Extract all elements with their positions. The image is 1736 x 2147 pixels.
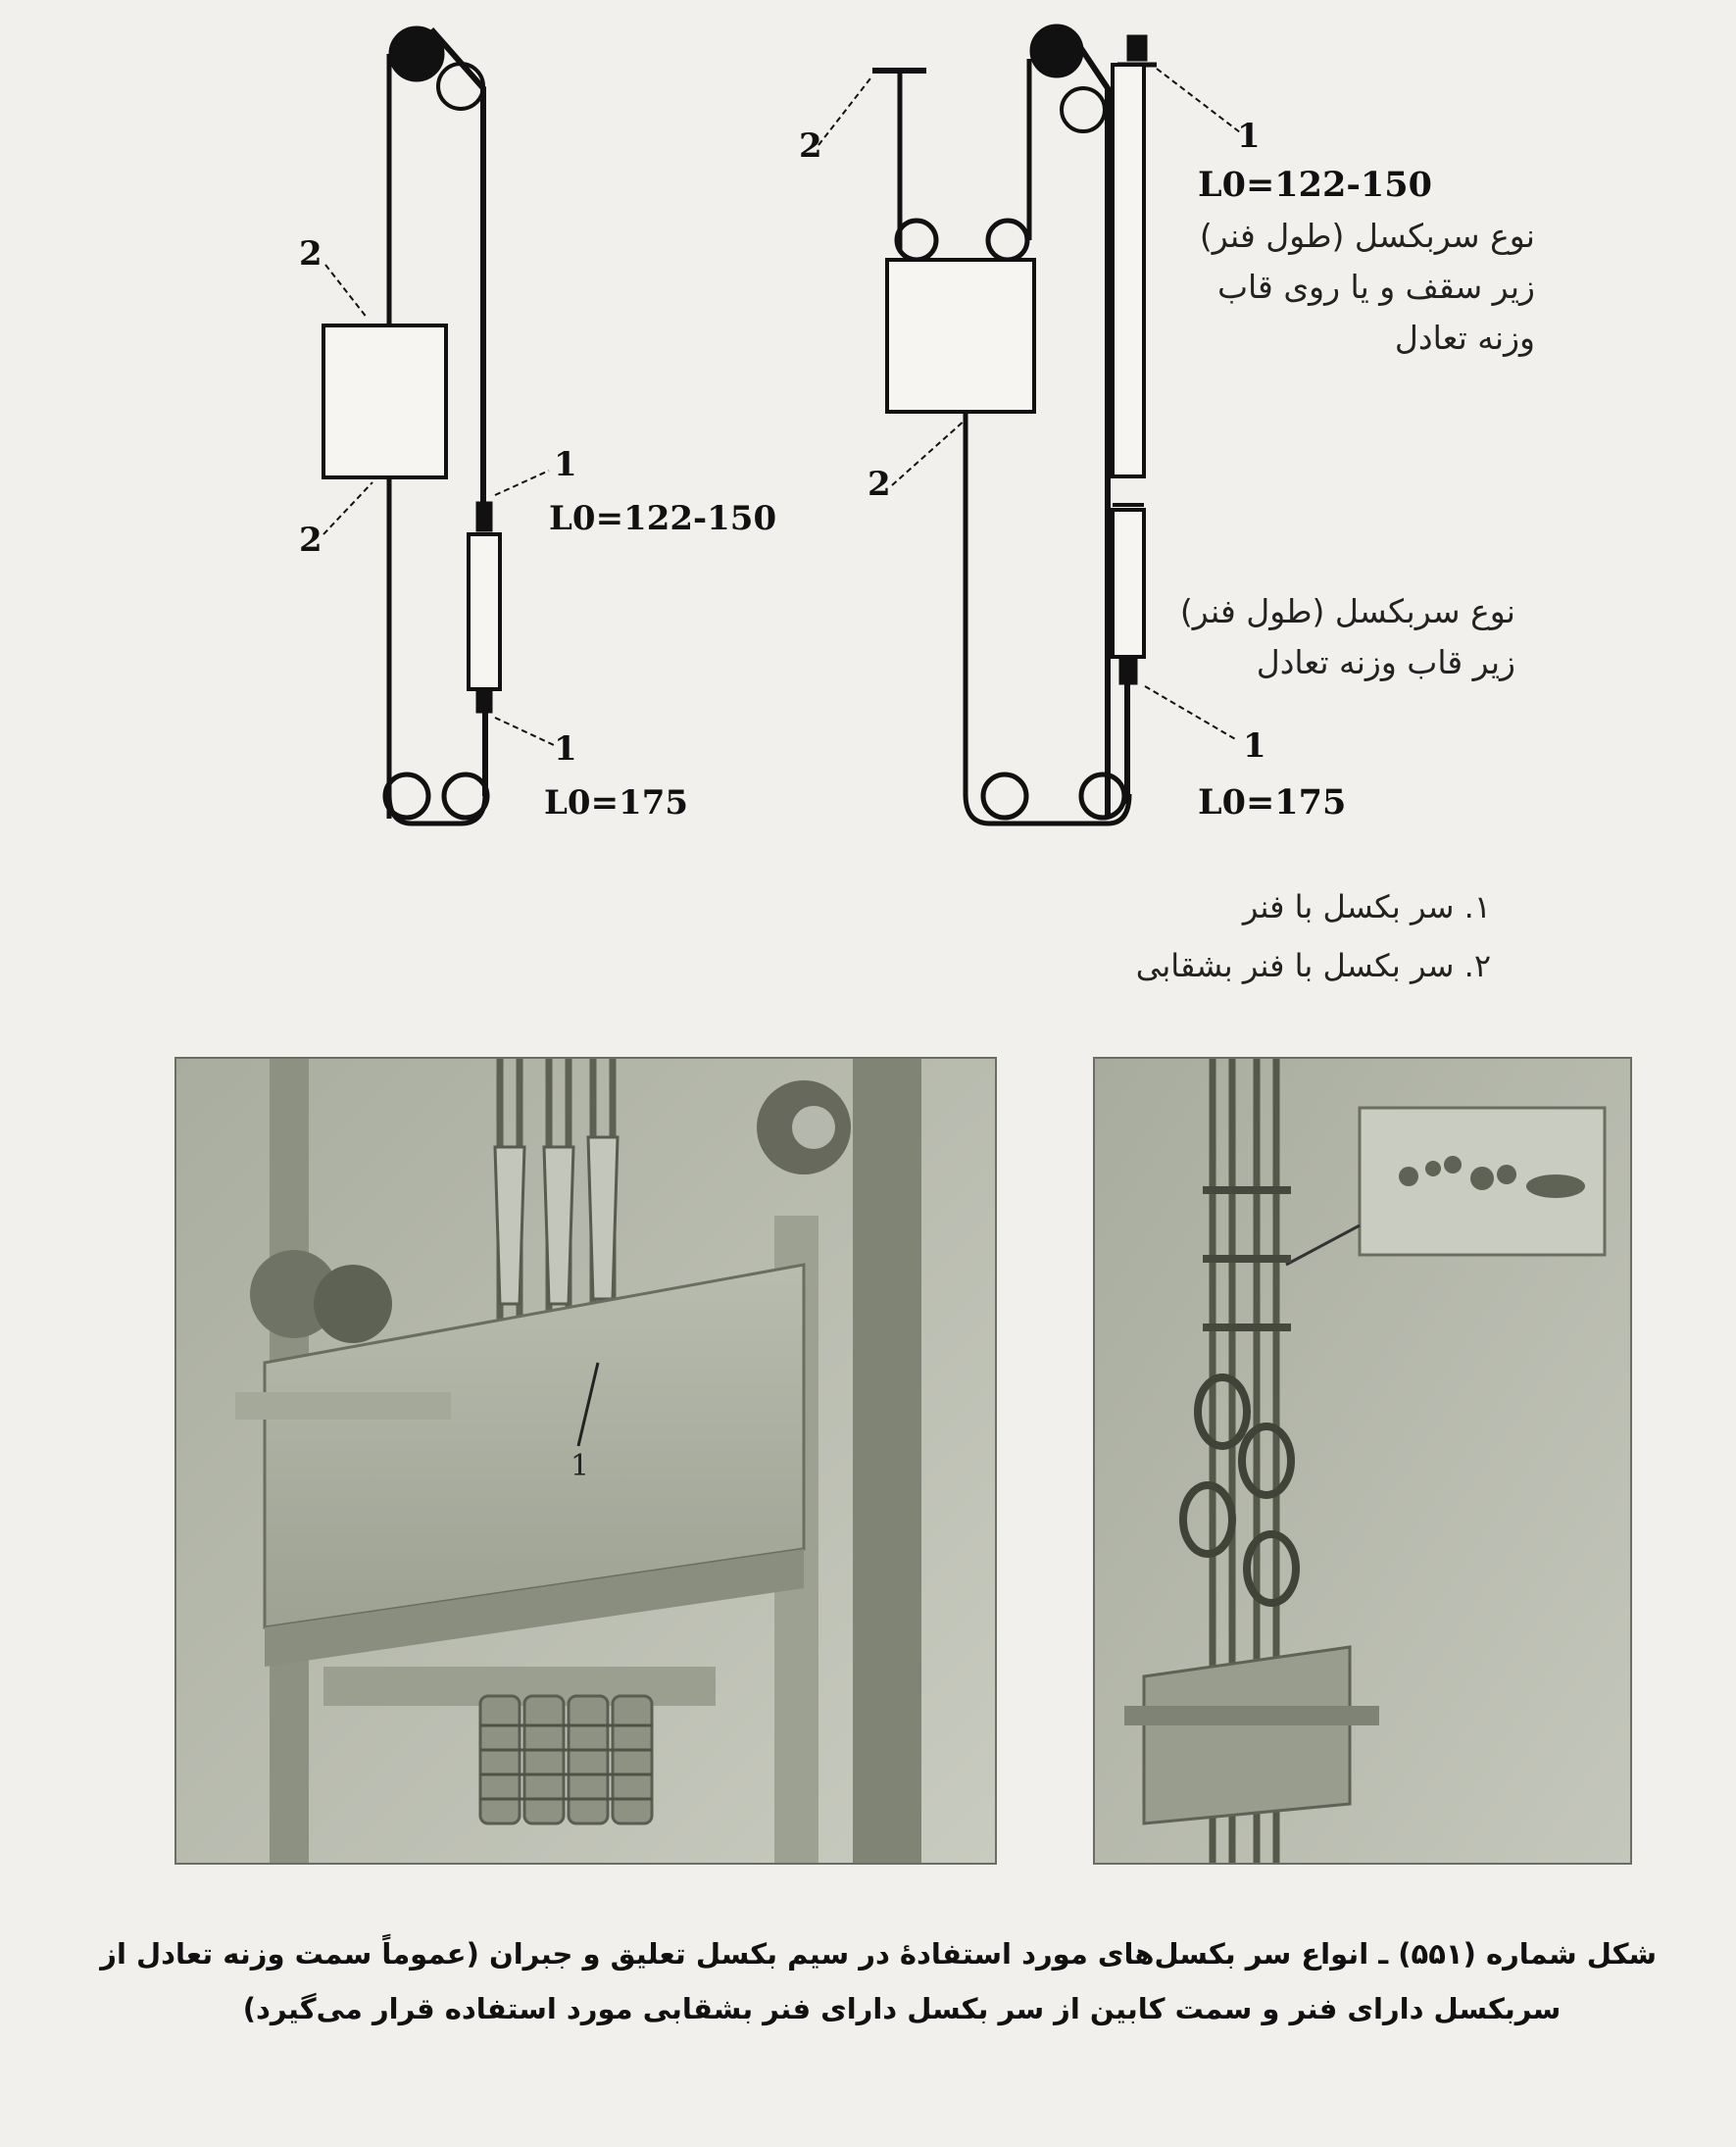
right-note-top-line3: وزنه تعادل [1394, 319, 1535, 357]
photo-car-suspension-springs [174, 1057, 997, 1865]
right-label-1-bottom: 1 [1243, 726, 1266, 766]
left-label-2-top: 2 [299, 234, 322, 274]
car-pulley-right-a [897, 221, 936, 260]
right-schematic [818, 25, 1240, 824]
drive-sheave-right [1030, 25, 1083, 77]
spring-termination-top-left [476, 502, 492, 531]
deflector-pulley-left [438, 64, 483, 109]
left-schematic [323, 26, 554, 824]
right-spring-length-bottom: L0=175 [1198, 782, 1347, 823]
right-note-top [1200, 211, 1535, 364]
figure-caption [100, 1926, 1657, 2036]
right-note-top-line1: نوع سربکسل (طول فنر) [1199, 217, 1535, 255]
right-label-2-top: 2 [799, 126, 822, 166]
counterweight-left [469, 534, 500, 689]
caption-line-1: شکل شماره (۵۵۱) ـ انواع سر بکسل‌های مورد استفادهٔ در سیم بکسل تعلیق و جبران (عموماً سمت وزنه تعادل از [100, 1937, 1657, 1971]
left-label-1-top: 1 [554, 445, 577, 484]
right-note-top-line2: زیر سقف و یا روی قاب [1216, 268, 1535, 306]
legend [1136, 877, 1491, 995]
left-label-2-bottom: 2 [299, 521, 322, 560]
car-box-right [887, 260, 1034, 412]
right-note-bottom-line1: نوع سربکسل (طول فنر) [1179, 592, 1515, 630]
right-label-2-bottom: 2 [868, 465, 891, 504]
right-spring-length-top: L0=122-150 [1198, 165, 1432, 205]
photo-left-label-1: 1 [570, 1449, 590, 1483]
photo-counterweight-rope-terminations [1093, 1057, 1632, 1865]
rope-termination-diagram [0, 0, 1736, 882]
left-label-1-bottom: 1 [554, 729, 577, 769]
counterweight-right [1113, 65, 1144, 476]
deflector-pulley-right [1062, 88, 1105, 131]
right-note-bottom-line2: زیر قاب وزنه تعادل [1256, 643, 1515, 681]
right-label-1-top: 1 [1237, 117, 1261, 156]
legend-item-2: ۲. سر بکسل با فنر بشقابی [1135, 947, 1491, 984]
caption-line-2: سربکسل دارای فنر و سمت کابین از سر بکسل دارای فنر بشقابی مورد استفاده قرار می‌گیرد) [242, 1992, 1562, 2025]
right-note-bottom [1180, 586, 1515, 688]
spring-termination-bottom-right [1119, 657, 1137, 684]
left-spring-length-bottom: L0=175 [544, 783, 689, 823]
car-box-left [323, 325, 446, 477]
left-spring-length-top: L0=122-150 [549, 499, 777, 538]
legend-item-1: ۱. سر بکسل با فنر [1242, 888, 1491, 925]
car-pulley-right-b [988, 221, 1027, 260]
